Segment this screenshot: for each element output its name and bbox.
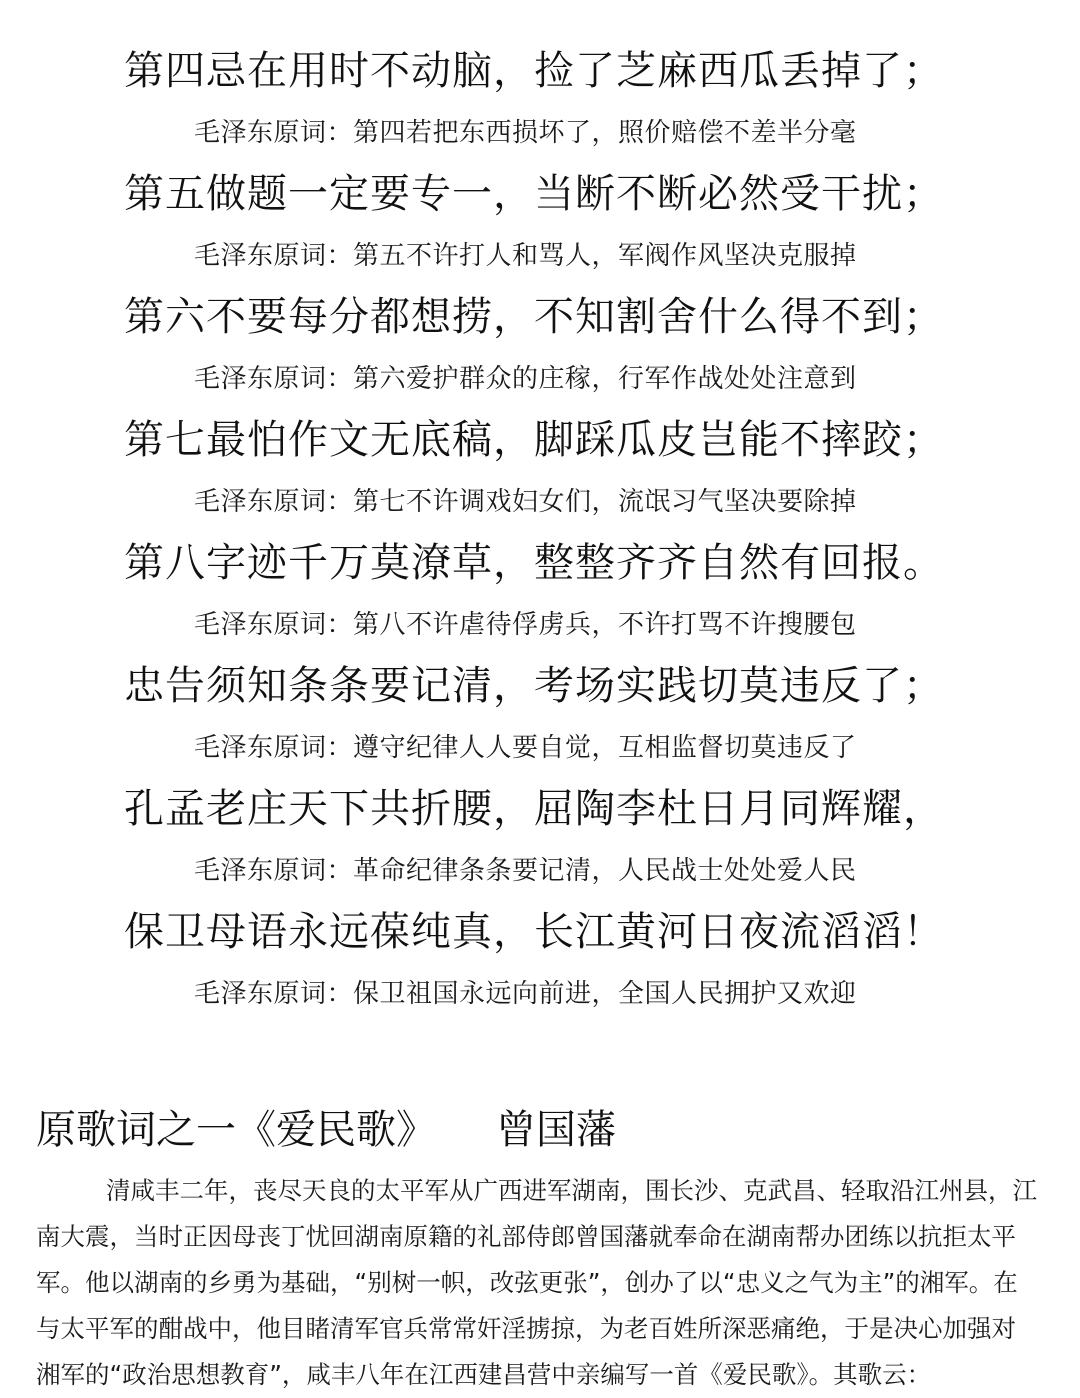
original-lyric-line: 毛泽东原词：革命纪律条条要记清，人民战士处处爱人民 (194, 856, 857, 886)
verse-line: 第六不要每分都想捞，不知割舍什么得不到； (124, 294, 944, 340)
original-lyric-line: 毛泽东原词：遵守纪律人人要自觉，互相监督切莫违反了 (194, 733, 857, 763)
original-lyric-line: 毛泽东原词：第四若把东西损坏了，照价赔偿不差半分毫 (194, 118, 857, 148)
verse-line: 第四忌在用时不动脑，捡了芝麻西瓜丢掉了； (124, 48, 944, 94)
verse-line: 第五做题一定要专一，当断不断必然受干扰； (124, 171, 944, 217)
original-lyric-line: 毛泽东原词：第六爱护群众的庄稼，行军作战处处注意到 (194, 364, 857, 394)
verse-line: 保卫母语永远葆纯真，长江黄河日夜流滔滔！ (124, 909, 944, 955)
verse-list (0, 40, 1080, 1024)
paragraph-line: 与太平军的酣战中，他目睹清军官兵常常奸淫掳掠，为老百姓所深恶痛绝，于是决心加强对 (36, 1314, 1016, 1343)
original-lyric-line: 毛泽东原词：保卫祖国永远向前进，全国人民拥护又欢迎 (194, 979, 857, 1009)
paragraph-line: 军。他以湖南的乡勇为基础，“别树一帜，改弦更张”，创办了以“忠义之气为主”的湘军。在 (36, 1268, 1018, 1297)
verse-line: 第八字迹千万莫潦草，整整齐齐自然有回报。 (124, 540, 944, 586)
original-lyric-line: 毛泽东原词：第八不许虐待俘虏兵，不许打骂不许搜腰包 (194, 610, 857, 640)
verse-line: 孔孟老庄天下共折腰，屈陶李杜日月同辉耀， (124, 786, 944, 832)
paragraph-line: 清咸丰二年，丧尽天良的太平军从广西进军湖南，围长沙、克武昌、轻取沿江州县，江 (106, 1176, 1037, 1205)
section-author: 曾国藩 (496, 1107, 616, 1153)
paragraph-line: 湘军的“政治思想教育”，咸丰八年在江西建昌营中亲编写一首《爱民歌》。其歌云： (36, 1360, 932, 1389)
section-heading (36, 1102, 616, 1158)
verse-line: 第七最怕作文无底稿，脚踩瓜皮岂能不摔跤； (124, 417, 944, 463)
verse-line: 忠告须知条条要记清，考场实践切莫违反了； (124, 663, 944, 709)
paragraph-line: 南大震，当时正因母丧丁忧回湖南原籍的礼部侍郎曾国藩就奉命在湖南帮办团练以抗拒太平 (36, 1222, 1016, 1251)
original-lyric-line: 毛泽东原词：第五不许打人和骂人，军阀作风坚决克服掉 (194, 241, 857, 271)
body-paragraph (36, 1168, 1080, 1398)
section-title: 原歌词之一《爱民歌》 (36, 1107, 436, 1153)
original-lyric-line: 毛泽东原词：第七不许调戏妇女们，流氓习气坚决要除掉 (194, 487, 857, 517)
